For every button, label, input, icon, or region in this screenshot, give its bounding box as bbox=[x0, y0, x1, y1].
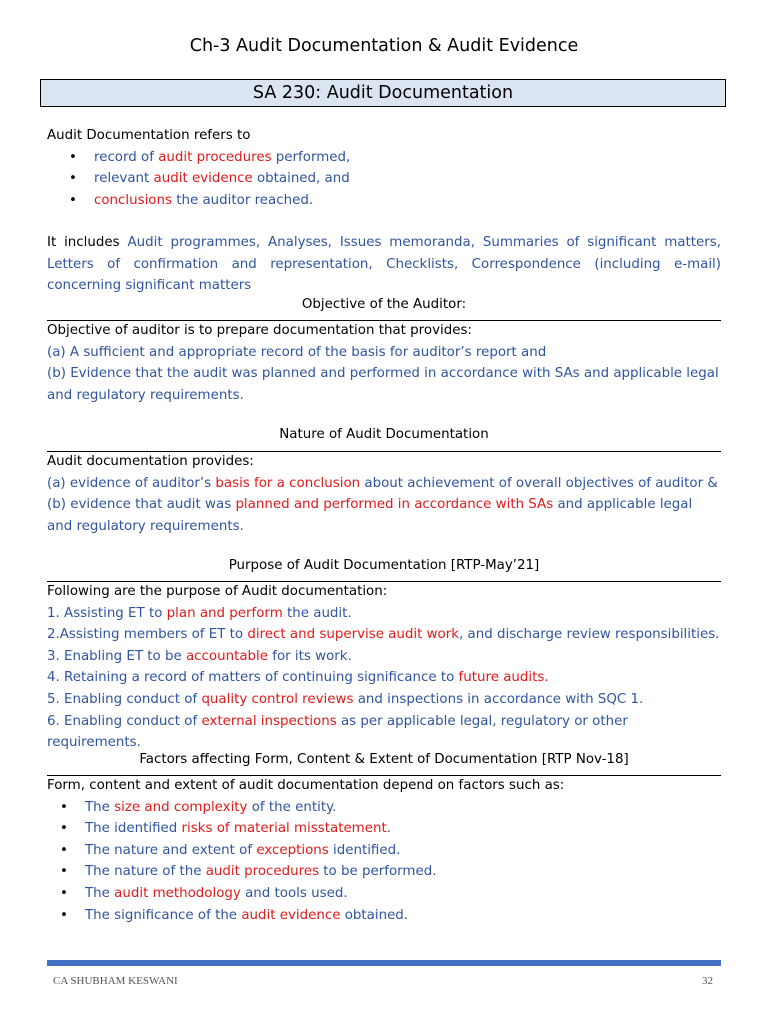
intro-lead: Audit Documentation refers to bbox=[47, 128, 251, 143]
list-item: 1. Assisting ET to plan and perform the audit. bbox=[47, 605, 352, 621]
objective-section bbox=[47, 320, 721, 406]
list-item: • relevant audit evidence obtained, and bbox=[47, 168, 721, 190]
nature-item-b: (b) evidence that audit was planned and performed in accordance with SAs and applicable legal and regulatory requirements. bbox=[47, 497, 693, 534]
factors-lead: Form, content and extent of audit documentation depend on factors such as: bbox=[47, 778, 565, 793]
list-item: 4. Retaining a record of matters of continuing significance to future audits. bbox=[47, 670, 549, 686]
list-item: 6. Enabling conduct of external inspections as per applicable legal, regulatory or other requirements. bbox=[47, 713, 628, 751]
intro-bullet-list bbox=[47, 147, 721, 212]
objective-item-a: (a) A sufficient and appropriate record of the basis for auditor’s report and bbox=[47, 344, 547, 360]
section-title-box: SA 230: Audit Documentation bbox=[40, 79, 726, 107]
purpose-section bbox=[47, 581, 721, 754]
footer-author: CA SHUBHAM KESWANI bbox=[53, 975, 178, 987]
objective-heading: Objective of the Auditor: bbox=[301, 297, 467, 312]
nature-lead: Audit documentation provides: bbox=[47, 454, 254, 469]
footer-divider bbox=[47, 960, 721, 966]
list-item: • The nature and extent of exceptions identified. bbox=[47, 840, 721, 862]
chapter-title: Ch-3 Audit Documentation & Audit Evidence bbox=[189, 36, 579, 56]
list-item: • The size and complexity of the entity. bbox=[47, 797, 721, 819]
nature-section bbox=[47, 451, 721, 537]
nature-item-a: (a) evidence of auditor’s basis for a conclusion about achievement of overall objectives of auditor & bbox=[47, 475, 718, 491]
list-item: • record of audit procedures performed, bbox=[47, 147, 721, 169]
intro-section bbox=[47, 125, 721, 211]
list-item: • The audit methodology and tools used. bbox=[47, 883, 721, 905]
list-item: • The nature of the audit procedures to be performed. bbox=[47, 861, 721, 883]
factors-bullet-list bbox=[47, 797, 721, 927]
nature-heading: Nature of Audit Documentation bbox=[279, 427, 489, 442]
includes-paragraph: It includes Audit programmes, Analyses, Issues memoranda, Summaries of significant matters, Letters of confirmation and representation, Checklists, Correspondence (including e-mail) concerning significant matters bbox=[47, 235, 721, 294]
objective-lead: Objective of auditor is to prepare documentation that provides: bbox=[47, 323, 472, 338]
list-item: 5. Enabling conduct of quality control reviews and inspections in accordance with SQC 1. bbox=[47, 691, 644, 707]
list-item: • The significance of the audit evidence obtained. bbox=[47, 905, 721, 927]
purpose-heading: Purpose of Audit Documentation [RTP-May’21] bbox=[228, 558, 540, 573]
list-item: 2.Assisting members of ET to direct and supervise audit work, and discharge review responsibilities. bbox=[47, 627, 720, 643]
factors-heading: Factors affecting Form, Content & Extent of Documentation [RTP Nov-18] bbox=[139, 752, 629, 767]
list-item: • conclusions the auditor reached. bbox=[47, 190, 721, 212]
list-item: 3. Enabling ET to be accountable for its work. bbox=[47, 648, 352, 664]
page-number: 32 bbox=[702, 975, 713, 987]
list-item: • The identified risks of material misstatement. bbox=[47, 818, 721, 840]
factors-section bbox=[47, 775, 721, 926]
purpose-lead: Following are the purpose of Audit documentation: bbox=[47, 584, 388, 599]
objective-item-b: (b) Evidence that the audit was planned and performed in accordance with SAs and applicable legal and regulatory requirements. bbox=[47, 366, 719, 403]
